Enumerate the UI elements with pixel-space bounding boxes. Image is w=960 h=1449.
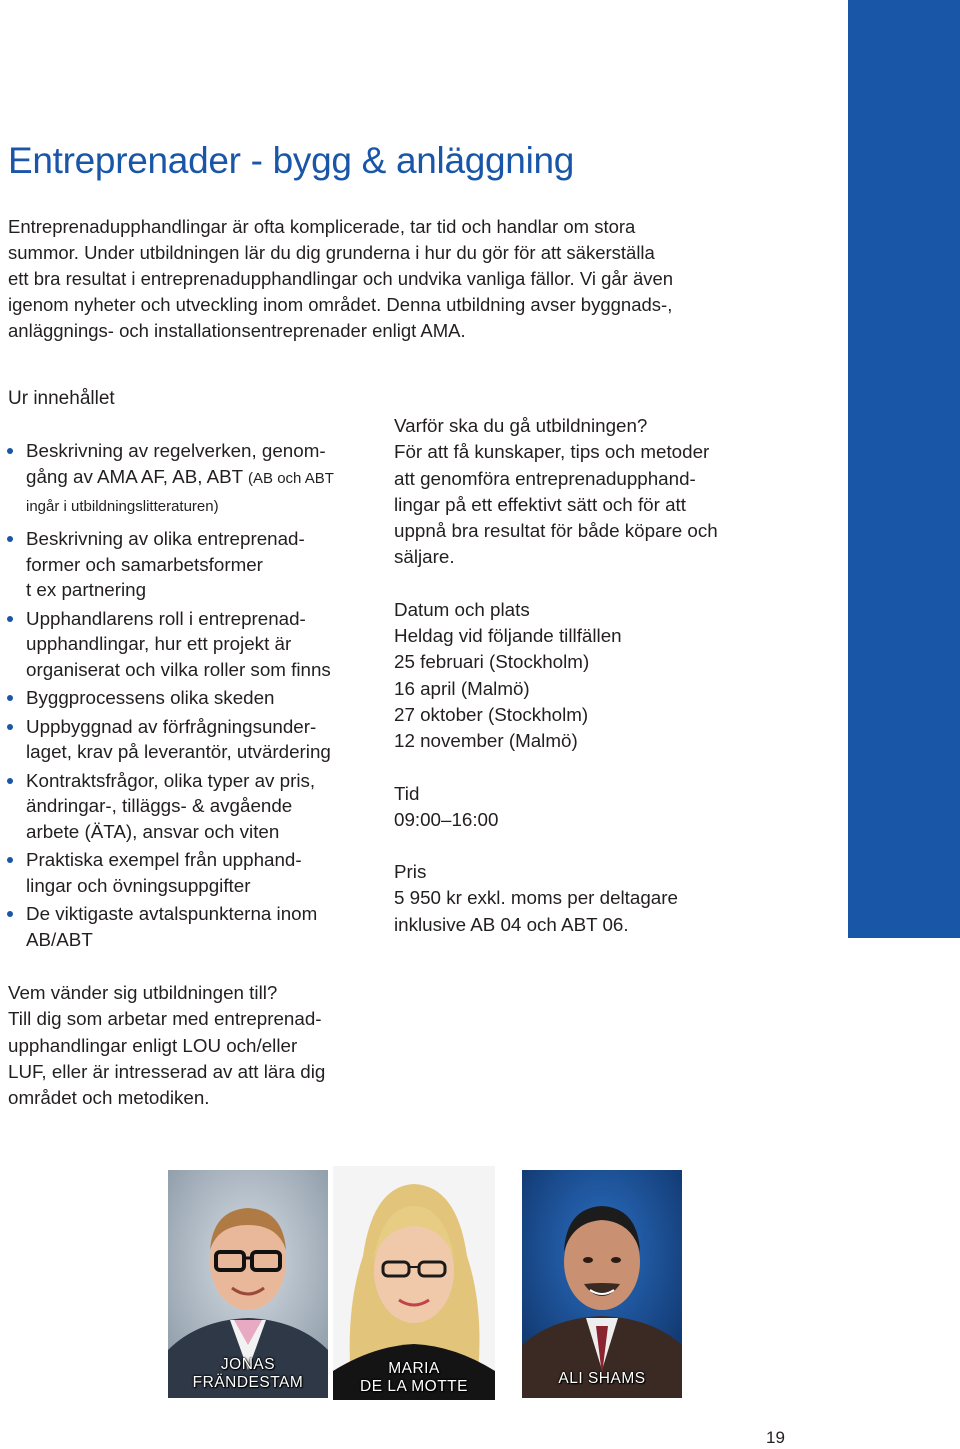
list-item-line: Beskrivning av olika entreprenad- bbox=[26, 528, 305, 549]
price-line: 5 950 kr exkl. moms per deltagare bbox=[394, 887, 678, 909]
audience-line: upphandlingar enligt LOU och/eller bbox=[8, 1034, 298, 1056]
list-item-line: AB/ABT bbox=[26, 928, 93, 950]
list-item-line: laget, krav på leverantör, utvärdering bbox=[26, 741, 331, 762]
speaker-photo-maria bbox=[333, 1166, 495, 1400]
list-item-line: upphandlingar, hur ett projekt är bbox=[26, 633, 292, 654]
side-color-band bbox=[848, 0, 960, 938]
list-item-note: (AB och ABT bbox=[248, 469, 334, 487]
list-item-line: Kontraktsfrågor, olika typer av pris, bbox=[26, 769, 316, 791]
speaker-name bbox=[168, 1356, 328, 1392]
bullet-dot-icon bbox=[7, 857, 13, 863]
list-item-line: Beskrivning av regelverken, genom- bbox=[26, 440, 326, 461]
dates-line: 27 oktober (Stockholm) bbox=[394, 703, 589, 725]
list-item-line: lingar och övningsuppgifter bbox=[26, 874, 251, 896]
list-item-line: De viktigaste avtalspunkterna inom bbox=[26, 903, 318, 924]
time-value: 09:00–16:00 bbox=[394, 808, 499, 830]
list-item-line: Praktiska exempel från upphand- bbox=[26, 849, 302, 870]
why-line: lingar på ett effektivt sätt och för att bbox=[394, 493, 686, 515]
audience-line: LUF, eller är intresserad av att lära dig bbox=[8, 1060, 326, 1082]
course-info-column bbox=[394, 413, 834, 938]
contents-list bbox=[6, 438, 366, 955]
dates-heading: Datum och plats bbox=[394, 598, 530, 620]
why-line: att genomföra entreprenadupphand- bbox=[394, 467, 696, 489]
dates-line: 25 februari (Stockholm) bbox=[394, 651, 590, 673]
speaker-name-line: ALI SHAMS bbox=[558, 1370, 646, 1387]
speaker-portrait-image bbox=[522, 1170, 682, 1398]
list-item bbox=[6, 714, 366, 765]
list-item-line: ändringar-, tilläggs- & avgående bbox=[26, 795, 293, 816]
bullet-dot-icon bbox=[7, 448, 13, 454]
why-line: säljare. bbox=[394, 546, 455, 568]
bullet-dot-icon bbox=[7, 695, 13, 701]
speaker-name-line: MARIA bbox=[388, 1360, 440, 1377]
list-item-line: Byggprocessens olika skeden bbox=[26, 687, 275, 708]
speaker-photo-jonas bbox=[168, 1170, 328, 1398]
intro-line: Entreprenadupphandlingar är ofta komplicerade, tar tid och handlar om stora bbox=[8, 216, 636, 237]
why-heading: Varför ska du gå utbildningen? bbox=[394, 415, 648, 436]
bullet-dot-icon bbox=[7, 911, 13, 917]
intro-line: summor. Under utbildningen lär du dig grunderna i hur du gör för att säkerställa bbox=[8, 242, 655, 263]
list-item-line: former och samarbetsformer bbox=[26, 553, 263, 575]
speaker-name-line: DE LA MOTTE bbox=[360, 1378, 468, 1395]
audience-section bbox=[8, 980, 408, 1111]
speaker-name bbox=[333, 1360, 495, 1396]
list-item-line: Upphandlarens roll i entreprenad- bbox=[26, 607, 306, 629]
time-heading: Tid bbox=[394, 782, 420, 804]
speaker-name bbox=[522, 1370, 682, 1388]
intro-paragraph bbox=[8, 214, 788, 344]
speaker-name-line: FRÄNDESTAM bbox=[192, 1374, 304, 1391]
list-item bbox=[6, 526, 366, 603]
list-item bbox=[6, 685, 366, 711]
list-item bbox=[6, 438, 366, 523]
list-item-line: organiserat och vilka roller som finns bbox=[26, 658, 331, 680]
dates-line: 16 april (Malmö) bbox=[394, 677, 530, 699]
speaker-photo-ali bbox=[522, 1170, 682, 1398]
bullet-dot-icon bbox=[7, 778, 13, 784]
list-item bbox=[6, 847, 366, 898]
intro-line: anläggnings- och installationsentreprenader enligt AMA. bbox=[8, 320, 466, 341]
intro-line: igenom nyheter och utveckling inom området. Denna utbildning avser byggnads-, bbox=[8, 294, 673, 315]
audience-line: området och metodiken. bbox=[8, 1087, 210, 1109]
dates-line: 12 november (Malmö) bbox=[394, 730, 578, 752]
list-item bbox=[6, 606, 366, 683]
why-line: För att få kunskaper, tips och metoder bbox=[394, 441, 710, 463]
audience-line: Till dig som arbetar med entreprenad- bbox=[8, 1008, 322, 1030]
dates-line: Heldag vid följande tillfällen bbox=[394, 625, 622, 647]
price-line: inklusive AB 04 och ABT 06. bbox=[394, 913, 629, 935]
why-line: uppnå bra resultat för både köpare och bbox=[394, 520, 718, 542]
page-title: Entreprenader - bygg & anläggning bbox=[8, 140, 575, 181]
bullet-dot-icon bbox=[7, 616, 13, 622]
list-item-line bbox=[26, 464, 366, 492]
bullet-dot-icon bbox=[7, 536, 13, 542]
page-number: 19 bbox=[766, 1428, 785, 1447]
contents-heading: Ur innehållet bbox=[8, 388, 115, 409]
audience-heading: Vem vänder sig utbildningen till? bbox=[8, 982, 278, 1003]
intro-line: ett bra resultat i entreprenadupphandlingar och undvika vanliga fällor. Vi går även bbox=[8, 268, 674, 289]
list-item-line: Uppbyggnad av förfrågningsunder- bbox=[26, 715, 317, 737]
list-item-line: t ex partnering bbox=[26, 579, 147, 600]
speaker-name-line: JONAS bbox=[220, 1356, 276, 1373]
list-item-text: gång av AMA AF, AB, ABT bbox=[26, 465, 243, 487]
price-heading: Pris bbox=[394, 861, 427, 883]
list-item bbox=[6, 768, 366, 845]
list-item bbox=[6, 901, 366, 952]
bullet-dot-icon bbox=[7, 724, 13, 730]
list-item-note: ingår i utbildningslitteraturen) bbox=[26, 498, 219, 515]
list-item-line: arbete (ÄTA), ansvar och viten bbox=[26, 820, 280, 842]
